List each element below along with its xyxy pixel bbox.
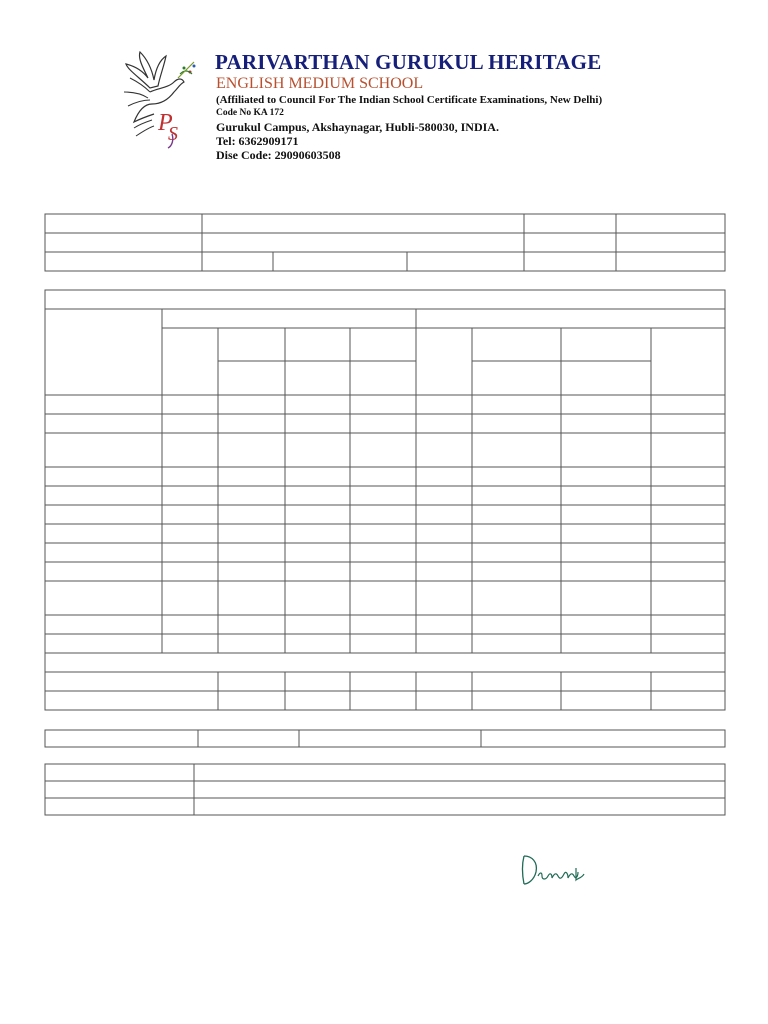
marks-table bbox=[45, 290, 725, 710]
svg-text:S: S bbox=[168, 123, 178, 145]
school-subtitle: ENGLISH MEDIUM SCHOOL bbox=[216, 75, 424, 92]
summary-table bbox=[45, 730, 725, 747]
school-address: Gurukul Campus, Akshaynagar, Hubli-580030, INDIA. bbox=[216, 120, 499, 134]
principal-signature bbox=[518, 850, 590, 888]
school-telephone: Tel: 6362909171 bbox=[216, 134, 299, 148]
svg-text:P: P bbox=[158, 110, 173, 136]
remarks-table bbox=[45, 764, 725, 815]
dise-code: Dise Code: 29090603508 bbox=[216, 148, 341, 162]
school-code: Code No KA 172 bbox=[216, 108, 284, 118]
signature-icon bbox=[518, 850, 590, 888]
school-name: PARIVARTHAN GURUKUL HERITAGE bbox=[215, 50, 602, 74]
student-info-table bbox=[45, 214, 725, 271]
affiliation-text: (Affiliated to Council For The Indian School Certificate Examinations, New Delhi) bbox=[216, 94, 603, 106]
